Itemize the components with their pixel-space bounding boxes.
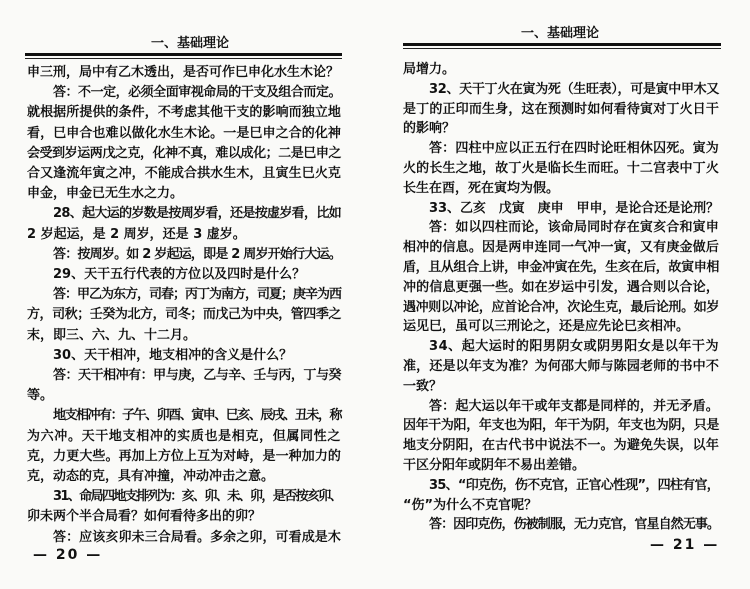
text-line: 干区分阳年或阴年不易出差错。 xyxy=(403,458,586,473)
text-line: 的影响？ xyxy=(403,121,456,137)
text-line: “伤”为什么不克官呢？ xyxy=(403,497,538,513)
text-line: 克，力更大些。再加上方位上互为对峙，是一种加力的 xyxy=(27,448,341,464)
text-line: 看，巳申合也难以做化水生木论。一是巳申之合的化神 xyxy=(27,125,341,141)
text-line: 地支相冲有：子午、卯酉、寅申、巳亥、辰戌、丑未，称 xyxy=(53,408,341,424)
text-line: 因年干为阳，年支也为阳，年干为阴，年支也为阴，只是 xyxy=(403,418,719,434)
text-line: 答：起大运以年干或年支都是同样的，并无矛盾。 xyxy=(429,398,719,414)
page-number: — 20 — xyxy=(33,547,103,563)
text-line: 答：天干相冲有：甲与庚，乙与辛、壬与丙，丁与癸 xyxy=(53,368,341,383)
text-line: 33、乙亥 戊寅 庚申 甲申，是论合还是论刑？ xyxy=(429,200,719,216)
page-number: — 21 — xyxy=(650,537,720,553)
text-line: 火的长生之地，故丁火是临长生而旺。十二宫表中丁火 xyxy=(403,161,719,176)
header-rule-thin xyxy=(403,48,721,49)
text-line: 局增力。 xyxy=(403,62,456,77)
text-line: 答：因印克伤，伤被制服，无力克官，官星自然无事。 xyxy=(429,517,719,533)
text-line: 答：按周岁。如 2 岁起运，即是 2 周岁开始行大运。 xyxy=(53,246,341,262)
header-rule xyxy=(25,53,342,56)
text-line: 地支分阴阳，在古代书中说法不一。为避免失误，以年 xyxy=(403,438,719,454)
running-header: 一、基础理论 xyxy=(150,36,229,51)
text-line: 35、“印克伤，伤不克官，正官心性现”，四柱有官， xyxy=(429,477,719,493)
text-line: 一致？ xyxy=(403,378,443,394)
text-line: 答：不一定，必须全面审视命局的干支及组合而定。 xyxy=(53,85,341,101)
text-line: 申三刑，局中有乙木透出，是否可作巳申化水生木论？ xyxy=(27,65,340,80)
text-line: 申金，申金已无生水之力。 xyxy=(27,186,184,202)
text-line: 方，司秋；壬癸为北方，司冬；而戊己为中央，管四季之 xyxy=(27,307,341,323)
text-line: 冲的信息更强一些。如在岁运中引发，遇合则以合论， xyxy=(403,279,719,295)
text-line: 合又逢流年寅之冲，不能成合拱水生木，且寅生巳火克 xyxy=(27,166,341,181)
text-line: 28、起大运的岁数是按周岁看，还是按虚岁看，比如 xyxy=(53,206,341,222)
text-line: 会受到岁运两戊之克，化神不真，难以成化；二是巳申之 xyxy=(27,145,341,161)
text-line: 就根据所提供的条件，不考虑其他干支的影响而独立地 xyxy=(27,105,341,121)
text-line: 31、命局四地支排列为：亥、卯、未、卯，是否按亥卯、 xyxy=(53,489,341,505)
text-line: 克，动态的克，具有冲撞，冲动冲击之意。 xyxy=(27,469,275,484)
text-line: 遇冲则以冲论，应首论合冲，次论生克，最后论刑。如岁 xyxy=(403,299,719,315)
text-line: 为六冲。天干地支相冲的实质也是相克，但属同性之 xyxy=(27,428,341,444)
text-line: 长生在酉，死在寅均为假。 xyxy=(403,180,560,196)
header-rule-thin xyxy=(25,58,342,59)
text-line: 卯未两个半合局看？如何看待多出的卯？ xyxy=(27,509,262,525)
text-line: 相冲的信息。因是两申连同一气冲一寅，又有庚金做后 xyxy=(403,240,719,256)
header-rule xyxy=(403,43,721,46)
text-line: 2 岁起运，是 2 周岁，还是 3 虚岁。 xyxy=(27,226,246,242)
text-line: 是丁的正印而生身，这在预测时如何看待寅对丁火日干 xyxy=(403,101,719,117)
text-line: 答：如以四柱而论，该命局同时存在寅亥合和寅申 xyxy=(429,220,719,236)
text-line: 等。 xyxy=(27,388,54,404)
text-line: 运见巳，虽可以三刑论之，还是应先论巳亥相冲。 xyxy=(403,319,690,335)
text-line: 答：甲乙为东方，司春；丙丁为南方，司夏；庚辛为西 xyxy=(53,287,341,303)
text-line: 29、天干五行代表的方位以及四时是什么？ xyxy=(53,267,306,282)
right-page xyxy=(375,0,750,589)
text-line: 30、天干相冲，地支相冲的含义是什么？ xyxy=(53,347,293,363)
text-line: 32、天干丁火在寅为死（生旺表），可是寅中甲木又 xyxy=(429,81,719,97)
text-line: 末，即三、六、九、十二月。 xyxy=(27,327,197,343)
running-header: 一、基础理论 xyxy=(520,26,599,41)
text-line: 准，还是以年支为准？为何邵大师与陈园老师的书中不 xyxy=(403,359,719,374)
text-line: 答：应该亥卯未三合局看。多余之卯，可看成是木 xyxy=(53,529,341,545)
text-line: 34、起大运时的阳男阴女或阴男阳女是以年干为 xyxy=(429,339,719,355)
text-line: 盾，且从组合上讲，申金冲寅在先，生亥在后，故寅申相 xyxy=(403,260,719,275)
text-line: 答：四柱中应以正五行在四时论旺相休囚死。寅为 xyxy=(429,141,719,157)
